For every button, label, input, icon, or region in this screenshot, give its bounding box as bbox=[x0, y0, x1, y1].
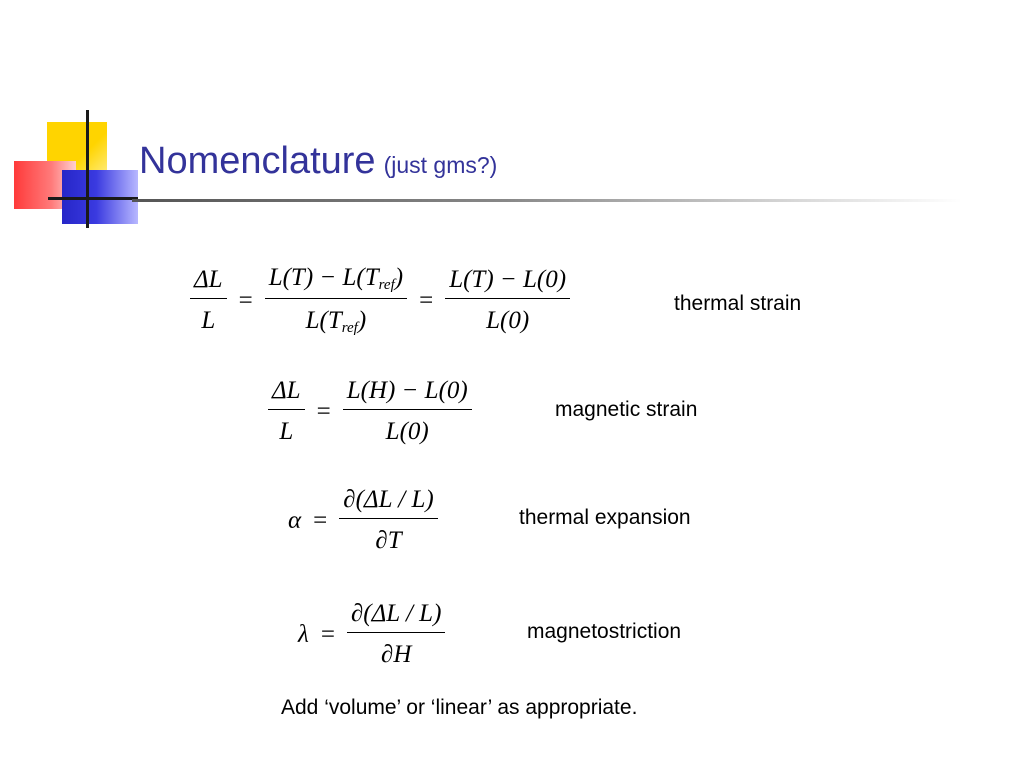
rhs-denominator: ∂T bbox=[375, 527, 402, 554]
mid-fraction bbox=[265, 264, 407, 337]
slide-logo bbox=[0, 100, 150, 230]
equals-sign: = bbox=[238, 286, 253, 314]
mid-numerator: L(T) − L(Tref) bbox=[265, 264, 407, 299]
rhs-numerator: ∂(ΔL / L) bbox=[347, 600, 445, 633]
equals-sign-2: = bbox=[419, 286, 434, 314]
rhs-denominator: L(0) bbox=[486, 307, 530, 334]
rhs-fraction bbox=[339, 486, 437, 555]
lhs-denominator: L bbox=[201, 307, 216, 334]
rhs-numerator: ∂(ΔL / L) bbox=[339, 486, 437, 519]
thermal-expansion-equation bbox=[288, 486, 438, 555]
rhs-numerator: L(T) − L(0) bbox=[445, 266, 570, 299]
title-underline bbox=[132, 199, 962, 202]
lhs-numerator: ΔL bbox=[268, 377, 305, 410]
equals-sign: = bbox=[320, 620, 335, 648]
logo-horizontal-line bbox=[48, 197, 138, 200]
lhs-numerator: ΔL bbox=[190, 266, 227, 299]
lhs-denominator: L bbox=[279, 418, 294, 445]
thermal-expansion-label: thermal expansion bbox=[519, 506, 691, 529]
magnetic-strain-equation bbox=[268, 377, 472, 446]
thermal-strain-label: thermal strain bbox=[674, 292, 802, 315]
alpha-symbol: α bbox=[288, 506, 302, 534]
title-suffix: (just gms?) bbox=[383, 152, 498, 178]
footnote-text: Add ‘volume’ or ‘linear’ as appropriate. bbox=[281, 696, 638, 719]
rhs-fraction bbox=[445, 266, 570, 335]
slide-title bbox=[139, 140, 497, 183]
rhs-fraction bbox=[347, 600, 445, 669]
magnetic-strain-label: magnetic strain bbox=[555, 398, 698, 421]
rhs-denominator: ∂H bbox=[380, 641, 412, 668]
lhs-fraction bbox=[190, 266, 227, 335]
rhs-denominator: L(0) bbox=[385, 418, 429, 445]
lambda-symbol: λ bbox=[298, 620, 309, 648]
rhs-fraction bbox=[343, 377, 472, 446]
lhs-fraction bbox=[268, 377, 305, 446]
logo-vertical-line bbox=[86, 110, 89, 228]
title-text: Nomenclature bbox=[139, 140, 376, 182]
equals-sign: = bbox=[316, 397, 331, 425]
thermal-strain-equation bbox=[190, 264, 570, 337]
magnetostriction-equation bbox=[298, 600, 445, 669]
magnetostriction-label: magnetostriction bbox=[527, 620, 682, 643]
mid-denominator: L(Tref) bbox=[305, 307, 367, 336]
equals-sign: = bbox=[313, 506, 328, 534]
rhs-numerator: L(H) − L(0) bbox=[343, 377, 472, 410]
